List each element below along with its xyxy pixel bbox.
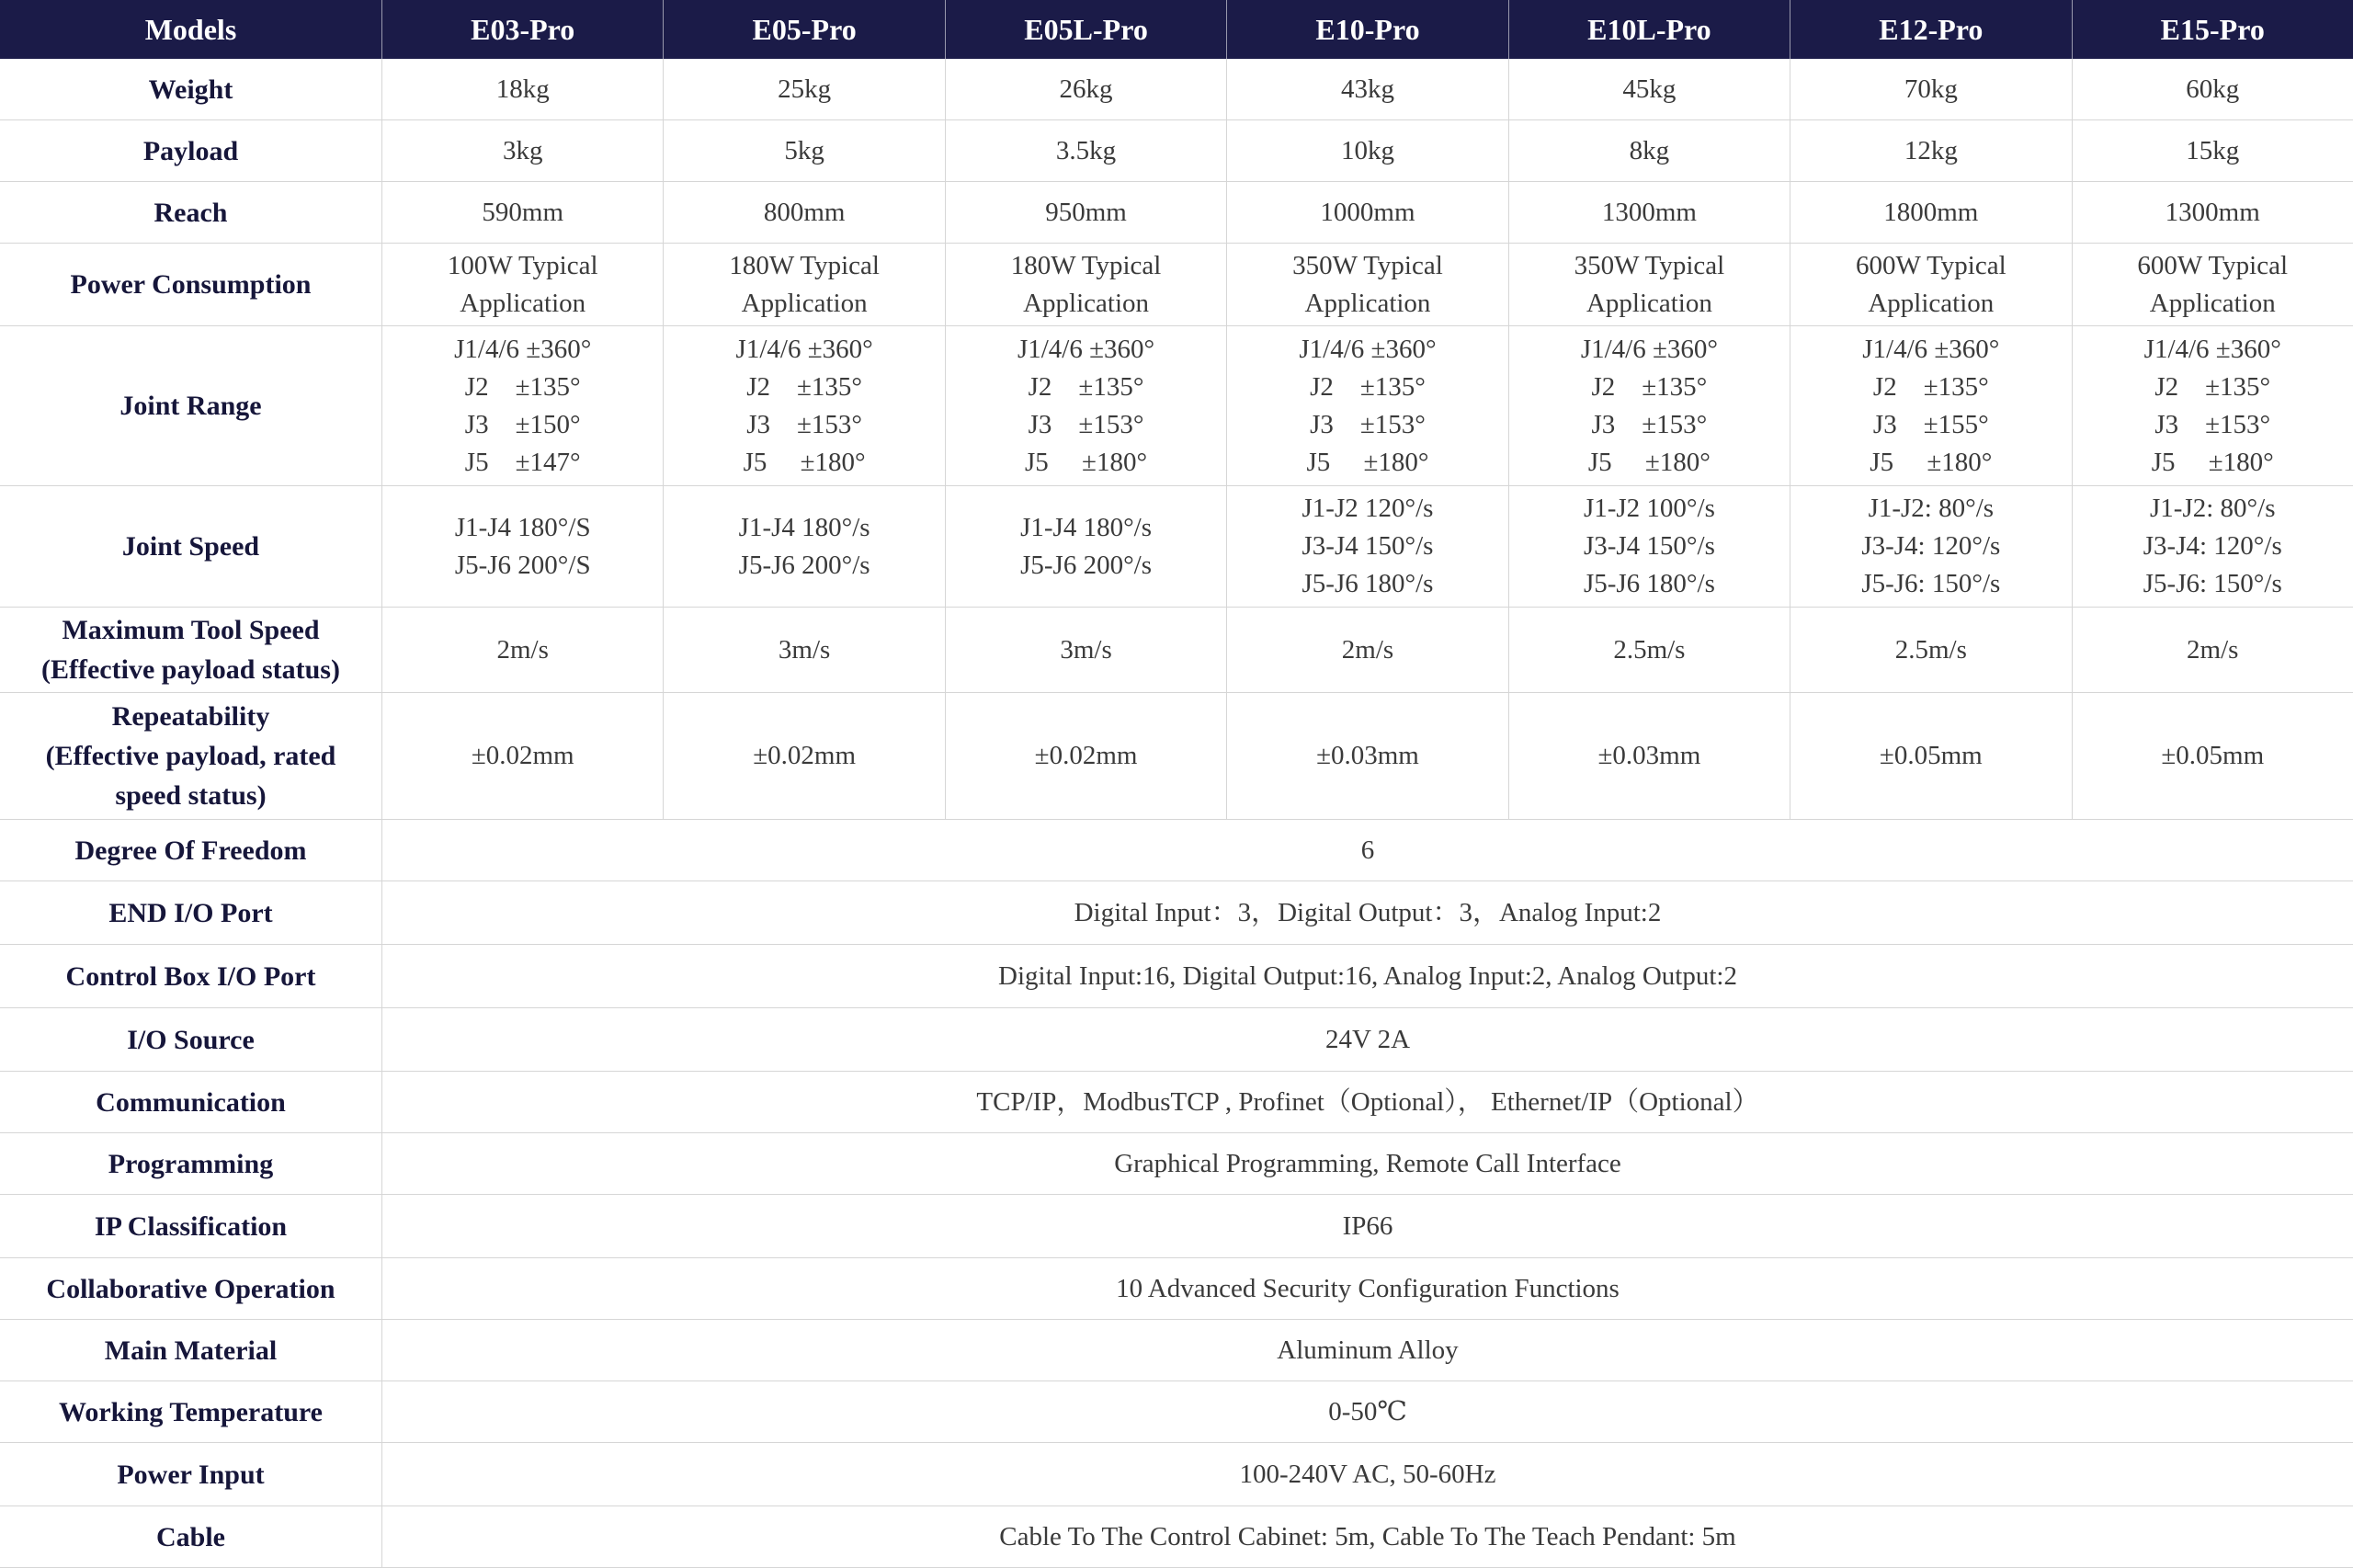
- spec-value-line: J1/4/6 ±360°: [454, 334, 592, 364]
- spec-value-all-models: [381, 1506, 2353, 1567]
- header-model-e10-pro: E10-Pro: [1226, 0, 1507, 59]
- spec-value-e05l-pro: [945, 486, 1226, 607]
- spec-value-all-models: [381, 1195, 2353, 1257]
- spec-label-line: (Effective payload, rated: [45, 741, 336, 771]
- spec-row-repeatability: [0, 693, 2353, 820]
- spec-label-line: Cable: [156, 1521, 225, 1552]
- spec-value-line: ±0.02mm: [1034, 741, 1138, 770]
- spec-row-programming: [0, 1133, 2353, 1195]
- spec-value-e15-pro: [2072, 326, 2353, 485]
- spec-value-line: 3m/s: [778, 634, 831, 665]
- spec-value-all-models: [381, 1133, 2353, 1194]
- spec-value-line: J2 ±135°: [1310, 371, 1426, 402]
- spec-value-e05-pro: [663, 608, 944, 692]
- spec-value-e03-pro: [381, 182, 663, 243]
- spec-value-line: J1-J2: 80°/s: [1868, 494, 1995, 523]
- spec-value-e05-pro: [663, 486, 944, 607]
- spec-value-line: 2.5m/s: [1613, 634, 1686, 665]
- header-label: Models: [144, 13, 237, 46]
- spec-value-e03-pro: [381, 326, 663, 485]
- spec-value-line: J5 ±180°: [1306, 447, 1429, 477]
- spec-value-line: 1800mm: [1883, 197, 1979, 227]
- spec-value-line: 100W Typical: [447, 250, 598, 280]
- spec-value-line: Digital Input:16, Digital Output:16, Analog Input:2, Analog Output:2: [998, 960, 1737, 991]
- spec-row-communication: [0, 1072, 2353, 1133]
- spec-row-main-material: [0, 1320, 2353, 1381]
- spec-label: [0, 120, 381, 181]
- spec-value-line: J3-J4 150°/s: [1583, 531, 1715, 561]
- spec-label: [0, 1320, 381, 1381]
- spec-label-line: Communication: [96, 1086, 286, 1118]
- header-model-e03-pro: E03-Pro: [381, 0, 663, 59]
- spec-value-line: 2.5m/s: [1894, 634, 1967, 665]
- spec-value-line: J2 ±135°: [746, 371, 863, 402]
- spec-value-e15-pro: [2072, 693, 2353, 819]
- spec-value-line: J1/4/6 ±360°: [735, 334, 873, 364]
- spec-value-e05-pro: [663, 182, 944, 243]
- spec-label-line: Reach: [153, 197, 228, 228]
- spec-value-all-models: [381, 1258, 2353, 1319]
- spec-label-line: IP Classification: [94, 1210, 288, 1242]
- spec-value-line: 350W Typical: [1292, 250, 1443, 280]
- spec-value-e10l-pro: [1508, 608, 1790, 692]
- spec-value-all-models: [381, 820, 2353, 881]
- spec-row-payload: [0, 120, 2353, 182]
- spec-value-line: J5-J6 200°/s: [738, 550, 870, 580]
- spec-value-line: J5-J6: 150°/s: [2143, 569, 2282, 598]
- spec-value-line: 600W Typical: [2137, 250, 2289, 280]
- spec-value-e15-pro: [2072, 182, 2353, 243]
- spec-label-line: Working Temperature: [59, 1396, 323, 1427]
- spec-label: [0, 1133, 381, 1194]
- spec-label-line: (Effective payload status): [41, 654, 340, 685]
- spec-value-line: 10kg: [1340, 135, 1394, 165]
- spec-value-e05l-pro: [945, 59, 1226, 119]
- spec-value-e10l-pro: [1508, 693, 1790, 819]
- spec-value-e10-pro: [1226, 486, 1507, 607]
- header-model-e15-pro: E15-Pro: [2072, 0, 2353, 59]
- spec-label: [0, 820, 381, 881]
- spec-value-all-models: [381, 1320, 2353, 1381]
- spec-value-e05l-pro: [945, 244, 1226, 325]
- spec-value-line: Application: [1304, 288, 1431, 318]
- spec-label: [0, 59, 381, 119]
- spec-row-ip-classification: [0, 1195, 2353, 1258]
- spec-label-line: Repeatability: [111, 701, 270, 732]
- spec-value-line: 12kg: [1904, 135, 1958, 165]
- spec-value-line: Graphical Programming, Remote Call Interface: [1114, 1148, 1621, 1178]
- spec-value-all-models: [381, 1072, 2353, 1132]
- spec-label: [0, 1008, 381, 1071]
- spec-value-e03-pro: [381, 244, 663, 325]
- header-model-e10l-pro: E10L-Pro: [1508, 0, 1790, 59]
- spec-value-line: IP66: [1342, 1210, 1393, 1241]
- spec-value-e05-pro: [663, 120, 944, 181]
- spec-value-line: J2 ±135°: [1591, 371, 1708, 402]
- spec-value-e12-pro: [1790, 486, 2071, 607]
- spec-value-line: J5 ±180°: [2151, 447, 2274, 477]
- spec-value-line: J3 ±153°: [2154, 409, 2271, 439]
- spec-value-all-models: [381, 1443, 2353, 1506]
- spec-row-joint-speed: [0, 486, 2353, 608]
- spec-value-line: TCP/IP，ModbusTCP , Profinet（Optional）， Ethernet/IP（Optional）: [976, 1086, 1759, 1117]
- spec-value-line: J2 ±135°: [1872, 371, 1989, 402]
- spec-value-e10l-pro: [1508, 486, 1790, 607]
- spec-value-e05-pro: [663, 326, 944, 485]
- spec-value-line: J5 ±147°: [464, 447, 581, 477]
- spec-value-e05-pro: [663, 59, 944, 119]
- spec-value-line: 100-240V AC, 50-60Hz: [1239, 1459, 1496, 1489]
- spec-value-e10l-pro: [1508, 59, 1790, 119]
- spec-value-line: 1300mm: [2165, 197, 2260, 227]
- spec-value-line: J5-J6 200°/s: [1020, 550, 1153, 580]
- spec-value-line: Application: [1586, 288, 1712, 318]
- spec-label-line: Power Consumption: [70, 269, 312, 300]
- spec-value-line: 18kg: [495, 74, 550, 104]
- spec-label: [0, 1195, 381, 1257]
- spec-value-line: 43kg: [1340, 74, 1394, 104]
- header-row: [0, 0, 2353, 59]
- spec-label-line: Payload: [142, 135, 239, 166]
- spec-label-line: Programming: [108, 1148, 274, 1179]
- spec-value-line: 10 Advanced Security Configuration Functions: [1116, 1273, 1620, 1303]
- spec-label: [0, 182, 381, 243]
- spec-value-line: 180W Typical: [729, 250, 880, 280]
- spec-value-line: 24V 2A: [1324, 1024, 1411, 1054]
- spec-value-all-models: [381, 881, 2353, 944]
- spec-value-line: J3 ±155°: [1872, 409, 1989, 439]
- spec-value-line: J1-J2: 80°/s: [2150, 494, 2276, 523]
- spec-value-line: 3m/s: [1060, 634, 1112, 665]
- spec-value-e12-pro: [1790, 693, 2071, 819]
- spec-value-e10-pro: [1226, 59, 1507, 119]
- spec-value-line: J2 ±135°: [464, 371, 581, 402]
- spec-label: [0, 881, 381, 944]
- spec-label: [0, 693, 381, 819]
- spec-value-e10-pro: [1226, 120, 1507, 181]
- spec-value-e12-pro: [1790, 244, 2071, 325]
- header-model-e12-pro: E12-Pro: [1790, 0, 2071, 59]
- spec-value-line: 1300mm: [1601, 197, 1697, 227]
- spec-label: [0, 244, 381, 325]
- spec-value-line: J1-J4 180°/s: [1020, 512, 1153, 542]
- spec-value-line: J5 ±180°: [1587, 447, 1711, 477]
- spec-value-e05l-pro: [945, 326, 1226, 485]
- spec-label: [0, 326, 381, 485]
- spec-value-line: 590mm: [482, 197, 564, 227]
- spec-value-line: 26kg: [1059, 74, 1113, 104]
- spec-value-e10l-pro: [1508, 120, 1790, 181]
- spec-label-line: Maximum Tool Speed: [62, 615, 320, 645]
- spec-value-e03-pro: [381, 120, 663, 181]
- spec-value-line: 180W Typical: [1010, 250, 1162, 280]
- spec-label: [0, 945, 381, 1007]
- spec-value-line: 0-50℃: [1328, 1396, 1407, 1426]
- spec-value-line: Application: [1868, 288, 1995, 318]
- spec-label: [0, 1443, 381, 1506]
- spec-label: [0, 1506, 381, 1567]
- spec-value-line: 70kg: [1904, 74, 1958, 104]
- spec-row-end-i-o-port: [0, 881, 2353, 945]
- spec-label-line: Collaborative Operation: [46, 1273, 335, 1304]
- spec-row-maximum-tool-speed: [0, 608, 2353, 693]
- spec-row-joint-range: [0, 326, 2353, 486]
- header-model-e05l-pro: E05L-Pro: [945, 0, 1226, 59]
- spec-row-i-o-source: [0, 1008, 2353, 1072]
- spec-value-line: Application: [1023, 288, 1150, 318]
- spec-label-line: Degree Of Freedom: [74, 835, 307, 866]
- spec-value-line: J5 ±180°: [1870, 447, 1993, 477]
- spec-row-degree-of-freedom: [0, 820, 2353, 881]
- spec-value-line: 3.5kg: [1055, 135, 1117, 165]
- spec-label-line: END I/O Port: [108, 897, 273, 928]
- spec-value-e10-pro: [1226, 608, 1507, 692]
- spec-value-e15-pro: [2072, 244, 2353, 325]
- spec-value-line: ±0.02mm: [471, 741, 574, 770]
- spec-value-e05l-pro: [945, 608, 1226, 692]
- spec-value-e15-pro: [2072, 59, 2353, 119]
- spec-row-power-input: [0, 1443, 2353, 1506]
- spec-label-line: Joint Speed: [121, 531, 260, 562]
- spec-value-line: 950mm: [1045, 197, 1127, 227]
- spec-value-line: 2m/s: [2187, 634, 2239, 665]
- spec-value-all-models: [381, 945, 2353, 1007]
- spec-label: [0, 1381, 381, 1442]
- spec-row-working-temperature: [0, 1381, 2353, 1443]
- spec-value-line: 800mm: [763, 197, 846, 227]
- spec-label-line: Power Input: [117, 1459, 265, 1490]
- spec-label: [0, 1072, 381, 1132]
- spec-value-line: 45kg: [1622, 74, 1677, 104]
- spec-value-e05-pro: [663, 693, 944, 819]
- spec-value-line: J1/4/6 ±360°: [1299, 334, 1437, 364]
- spec-row-cable: [0, 1506, 2353, 1568]
- spec-label-line: Joint Range: [119, 391, 262, 421]
- spec-value-e03-pro: [381, 486, 663, 607]
- spec-value-line: ±0.05mm: [1879, 741, 1983, 770]
- spec-value-line: J5 ±180°: [1025, 447, 1148, 477]
- spec-value-line: 600W Typical: [1856, 250, 2006, 280]
- spec-value-line: ±0.03mm: [1316, 741, 1419, 770]
- spec-value-line: Cable To The Control Cabinet: 5m, Cable To The Teach Pendant: 5m: [999, 1521, 1736, 1551]
- spec-label-line: I/O Source: [127, 1024, 255, 1055]
- spec-value-e15-pro: [2072, 486, 2353, 607]
- spec-value-line: Application: [2149, 288, 2276, 318]
- spec-value-line: J3 ±153°: [1310, 409, 1426, 439]
- spec-value-e10-pro: [1226, 693, 1507, 819]
- spec-value-line: J5-J6: 150°/s: [1861, 569, 2001, 598]
- spec-value-e10l-pro: [1508, 244, 1790, 325]
- spec-value-line: 15kg: [2186, 135, 2240, 165]
- spec-value-line: J1-J4 180°/S: [454, 512, 591, 542]
- spec-value-line: J1/4/6 ±360°: [2143, 334, 2281, 364]
- spec-value-line: 60kg: [2186, 74, 2240, 104]
- spec-value-line: J1/4/6 ±360°: [1862, 334, 2000, 364]
- spec-value-line: J1-J2 120°/s: [1302, 494, 1434, 523]
- spec-value-e10-pro: [1226, 182, 1507, 243]
- spec-row-control-box-i-o-port: [0, 945, 2353, 1008]
- spec-value-line: J1-J4 180°/s: [738, 512, 870, 542]
- spec-value-line: J2 ±135°: [2154, 371, 2271, 402]
- spec-value-line: J2 ±135°: [1028, 371, 1144, 402]
- spec-label: [0, 486, 381, 607]
- spec-value-e12-pro: [1790, 608, 2071, 692]
- spec-value-e05-pro: [663, 244, 944, 325]
- spec-value-line: ±0.02mm: [753, 741, 857, 770]
- spec-value-line: 8kg: [1629, 135, 1670, 165]
- spec-row-weight: [0, 59, 2353, 120]
- spec-value-line: J5-J6 180°/s: [1583, 569, 1715, 598]
- spec-label-line: Weight: [148, 74, 233, 105]
- spec-value-e15-pro: [2072, 120, 2353, 181]
- spec-value-line: Aluminum Alloy: [1277, 1335, 1459, 1365]
- spec-value-line: J3 ±153°: [1591, 409, 1708, 439]
- spec-value-e10-pro: [1226, 244, 1507, 325]
- spec-value-e03-pro: [381, 59, 663, 119]
- spec-value-e10l-pro: [1508, 182, 1790, 243]
- spec-value-line: Digital Input：3，Digital Output：3，Analog Input:2: [1074, 897, 1662, 927]
- spec-value-e12-pro: [1790, 59, 2071, 119]
- spec-value-line: 1000mm: [1320, 197, 1415, 227]
- spec-value-e03-pro: [381, 608, 663, 692]
- spec-value-line: 2m/s: [496, 634, 549, 665]
- header-model-e05-pro: E05-Pro: [663, 0, 944, 59]
- spec-value-line: J3 ±153°: [1028, 409, 1144, 439]
- spec-value-all-models: [381, 1381, 2353, 1442]
- spec-label-line: speed status): [115, 780, 267, 811]
- spec-value-line: ±0.05mm: [2161, 741, 2265, 770]
- spec-value-e05l-pro: [945, 693, 1226, 819]
- spec-value-line: Application: [460, 288, 586, 318]
- spec-value-line: 5kg: [784, 135, 824, 165]
- spec-value-line: J3-J4: 120°/s: [1861, 531, 2001, 561]
- spec-label-line: Control Box I/O Port: [65, 960, 316, 992]
- spec-value-line: 6: [1360, 835, 1375, 865]
- spec-value-e12-pro: [1790, 120, 2071, 181]
- spec-value-line: J5 ±180°: [743, 447, 866, 477]
- spec-value-line: J3 ±150°: [464, 409, 581, 439]
- spec-value-line: 2m/s: [1341, 634, 1394, 665]
- spec-value-e15-pro: [2072, 608, 2353, 692]
- spec-value-line: 25kg: [778, 74, 832, 104]
- spec-value-line: J3-J4: 120°/s: [2143, 531, 2282, 561]
- spec-row-collaborative-operation: [0, 1258, 2353, 1320]
- spec-row-reach: [0, 182, 2353, 244]
- spec-value-e05l-pro: [945, 120, 1226, 181]
- spec-value-line: J1/4/6 ±360°: [1017, 334, 1155, 364]
- spec-value-line: J1-J2 100°/s: [1583, 494, 1715, 523]
- spec-value-line: J1/4/6 ±360°: [1580, 334, 1718, 364]
- spec-label-line: Main Material: [104, 1335, 278, 1366]
- spec-label: [0, 608, 381, 692]
- spec-value-line: J5-J6 200°/S: [454, 550, 591, 580]
- spec-value-line: J5-J6 180°/s: [1302, 569, 1434, 598]
- spec-value-e10-pro: [1226, 326, 1507, 485]
- spec-value-line: ±0.03mm: [1597, 741, 1701, 770]
- spec-value-line: 3kg: [502, 135, 543, 165]
- spec-value-e12-pro: [1790, 326, 2071, 485]
- spec-label: [0, 1258, 381, 1319]
- spec-value-e05l-pro: [945, 182, 1226, 243]
- spec-value-line: 350W Typical: [1574, 250, 1725, 280]
- spec-value-line: J3 ±153°: [746, 409, 863, 439]
- spec-value-e03-pro: [381, 693, 663, 819]
- spec-value-line: J3-J4 150°/s: [1302, 531, 1434, 561]
- spec-value-e12-pro: [1790, 182, 2071, 243]
- spec-value-line: Application: [741, 288, 868, 318]
- spec-value-e10l-pro: [1508, 326, 1790, 485]
- spec-value-all-models: [381, 1008, 2353, 1071]
- spec-row-power-consumption: [0, 244, 2353, 326]
